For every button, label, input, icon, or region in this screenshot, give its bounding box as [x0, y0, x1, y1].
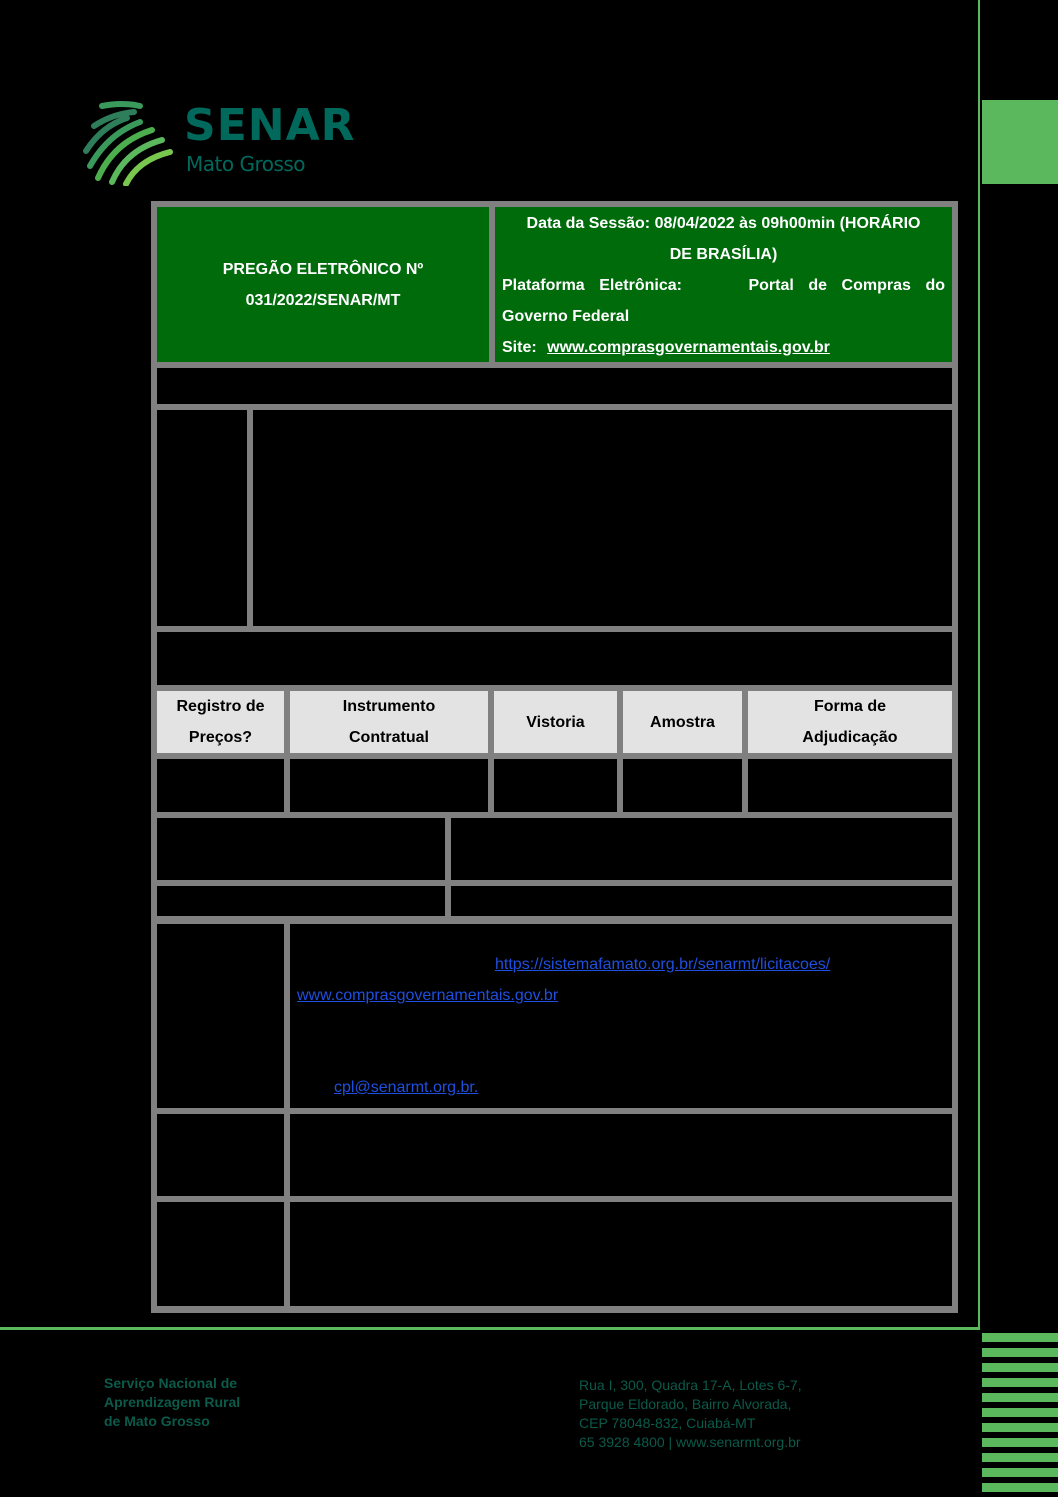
footer-stripe	[982, 1438, 1058, 1447]
footer-addr-line2: Parque Eldorado, Bairro Alvorada,	[579, 1396, 792, 1412]
site-line	[502, 332, 945, 363]
compras-link[interactable]: www.comprasgovernamentais.gov.br	[297, 987, 559, 1004]
footer-stripe	[982, 1363, 1058, 1372]
senar-leaf-icon	[82, 96, 182, 186]
pregao-cell	[157, 207, 489, 362]
col-vistoria	[494, 691, 617, 753]
edital-table	[151, 201, 958, 1313]
footer-addr-line4: 65 3928 4800 | www.senarmt.org.br	[579, 1434, 801, 1450]
val-forma-adjudicacao	[748, 759, 952, 812]
objeto-row	[157, 368, 952, 404]
platform-word-2: Eletrônica:	[599, 277, 682, 294]
platform-line	[502, 270, 945, 301]
val-registro-precos	[157, 759, 284, 812]
row-label-cell-b	[157, 1202, 284, 1306]
right-green-block	[982, 100, 1058, 184]
footer-stripe	[982, 1453, 1058, 1462]
footer-stripe	[982, 1408, 1058, 1417]
session-date-line1: Data da Sessão: 08/04/2022 às 09h00min (HORÁRIO	[526, 215, 921, 232]
footer-org-line2: Aprendizagem Rural	[104, 1394, 241, 1410]
right-border-line	[978, 0, 980, 1330]
footer-org-line3: de Mato Grosso	[104, 1413, 210, 1429]
info-left-cell-1	[157, 818, 445, 880]
row-label-cell-a	[157, 1114, 284, 1196]
col-instrumento-line2: Contratual	[348, 729, 429, 746]
col-forma-line2: Adjudicação	[802, 729, 898, 746]
footer-stripe	[982, 1348, 1058, 1357]
senar-logo	[82, 96, 362, 186]
col-amostra	[623, 691, 742, 753]
platform-word-1: Plataforma	[502, 277, 585, 294]
row-content-cell-b	[290, 1202, 952, 1306]
logo-title: SENAR	[184, 100, 356, 151]
footer-stripe	[982, 1468, 1058, 1477]
row-content-cell-a	[290, 1114, 952, 1196]
col-forma-adjudicacao	[748, 691, 952, 753]
footer-organization	[104, 1374, 240, 1431]
footer-stripe	[982, 1333, 1058, 1342]
val-vistoria	[494, 759, 617, 812]
col-registro-line1: Registro de	[176, 698, 265, 715]
col-amostra-label: Amostra	[650, 713, 715, 731]
footer-addr-line1: Rua I, 300, Quadra 17-A, Lotes 6-7,	[579, 1377, 802, 1393]
footer-address	[579, 1376, 802, 1452]
platform-word-6: do	[925, 277, 945, 294]
pregao-number-line2: 031/2022/SENAR/MT	[245, 291, 401, 309]
platform-word-4: de	[808, 277, 827, 294]
site-link[interactable]: www.comprasgovernamentais.gov.br	[547, 339, 830, 356]
col-vistoria-label: Vistoria	[526, 713, 585, 731]
col-registro-precos	[157, 691, 284, 753]
description-label-cell	[157, 410, 247, 626]
platform-word-5: Compras	[841, 277, 911, 294]
session-date-line2: DE BRASÍLIA)	[669, 246, 778, 263]
col-forma-line1: Forma de	[813, 698, 886, 715]
platform-word-3: Portal	[748, 277, 794, 294]
info-right-cell-1	[451, 818, 952, 880]
site-label: Site:	[502, 339, 537, 356]
footer-addr-line3: CEP 78048-832, Cuiabá-MT	[579, 1415, 756, 1431]
footer-stripe	[982, 1423, 1058, 1432]
info-row	[157, 632, 952, 685]
info-left-cell-2	[157, 886, 445, 916]
footer-divider-line	[0, 1327, 980, 1330]
description-content-cell	[253, 410, 952, 626]
val-instrumento-contratual	[290, 759, 488, 812]
val-amostra	[623, 759, 742, 812]
footer-stripe	[982, 1378, 1058, 1387]
footer-org-line1: Serviço Nacional de	[104, 1375, 238, 1391]
pregao-number-line1: PREGÃO ELETRÔNICO Nº	[222, 260, 424, 278]
footer-stripe	[982, 1483, 1058, 1492]
logo-subtitle: Mato Grosso	[186, 152, 306, 176]
session-info-cell	[495, 207, 952, 362]
col-instrumento-contratual	[290, 691, 488, 753]
platform-line2: Governo Federal	[502, 308, 630, 325]
col-instrumento-line1: Instrumento	[342, 698, 436, 715]
email-link[interactable]: cpl@senarmt.org.br.	[334, 1079, 479, 1096]
links-content-cell	[290, 924, 952, 1108]
col-registro-line2: Preços?	[188, 729, 253, 746]
licitacoes-link[interactable]: https://sistemafamato.org.br/senarmt/licitacoes/	[495, 956, 831, 973]
footer-stripe	[982, 1393, 1058, 1402]
info-right-cell-2	[451, 886, 952, 916]
links-label-cell	[157, 924, 284, 1108]
